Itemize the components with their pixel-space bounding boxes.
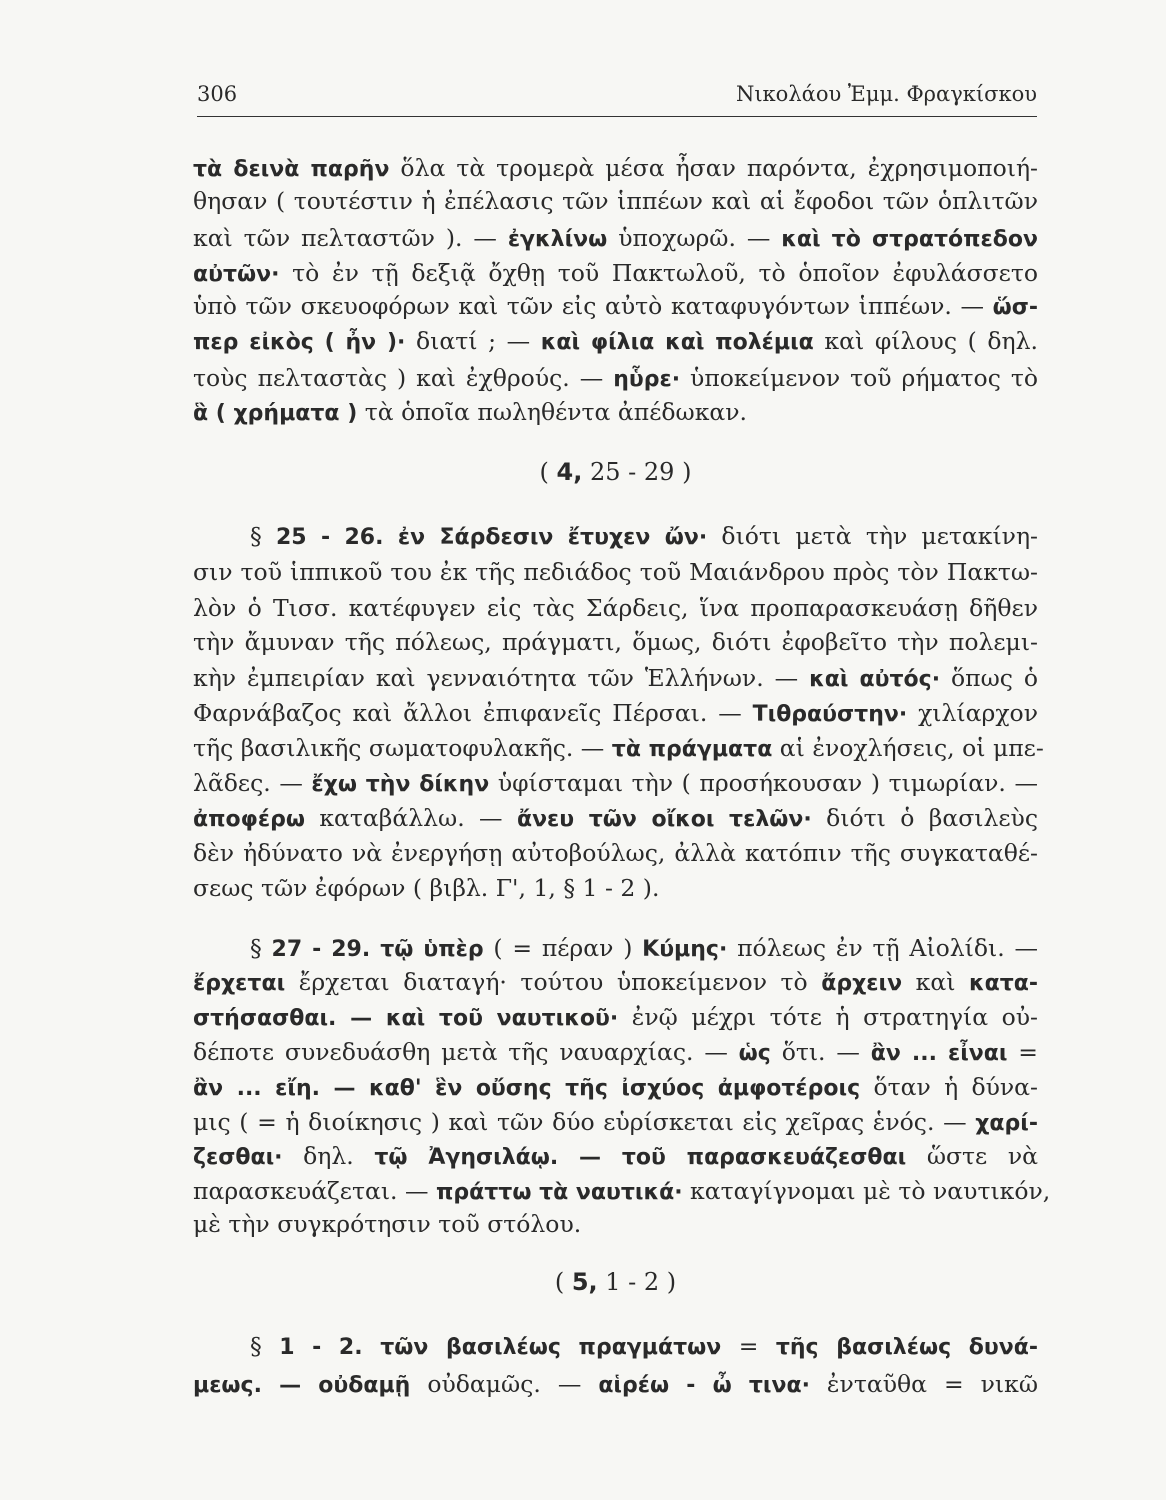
text-line: τὰ δεινὰ παρῆν ὅλα τὰ τρομερὰ μέσα ἦσαν παρόντα, ἐχρησιμοποιή- — [193, 154, 1038, 182]
text-line: καὶ τῶν πελταστῶν ). — ἐγκλίνω ὑποχωρῶ. — καὶ τὸ στρατόπεδον — [193, 224, 1038, 252]
page-header — [197, 82, 1037, 117]
text-line: δὲν ἠδύνατο νὰ ἐνεργήσῃ αὐτοβούλως, ἀλλὰ κατόπιν τῆς συγκαταθέ- — [193, 839, 1038, 867]
text-line: ἂν ... εἴη. — καθ' ἓν οὔσης τῆς ἰσχύος ἀμφοτέροις ὅταν ἡ δύνα- — [193, 1073, 1038, 1101]
text-line: ὑπὸ τῶν σκευοφόρων καὶ τῶν εἰς αὐτὸ καταφυγόντων ἱππέων. — ὥσ- — [193, 292, 1038, 320]
text-line: ἀποφέρω καταβάλλω. — ἄνευ τῶν οἴκοι τελῶν· διότι ὁ βασιλεὺς — [193, 804, 1038, 832]
text-line: ζεσθαι· δηλ. τῷ Ἀγησιλάῳ. — τοῦ παρασκευάζεσθαι ὥστε νὰ — [193, 1142, 1038, 1170]
section-heading: ( 5, 1 - 2 ) — [554, 1268, 677, 1296]
text-line: τὴν ἄμυναν τῆς πόλεως, πράγματι, ὅμως, διότι ἐφοβεῖτο τὴν πολεμι- — [193, 628, 1038, 656]
text-line: θησαν ( τουτέστιν ἡ ἐπέλασις τῶν ἱππέων καὶ αἱ ἔφοδοι τῶν ὁπλιτῶν — [193, 187, 1038, 215]
text-line: περ εἰκὸς ( ἦν )· διατί ; — καὶ φίλια καὶ πολέμια καὶ φίλους ( δηλ. — [193, 327, 1038, 355]
text-line: ἃ ( χρήματα ) τὰ ὁποῖα πωληθέντα ἀπέδωκαν. — [193, 398, 748, 426]
text-line: στήσασθαι. — καὶ τοῦ ναυτικοῦ· ἐνῷ μέχρι τότε ἡ στρατηγία οὐ- — [193, 1003, 1038, 1031]
text-line: κὴν ἐμπειρίαν καὶ γενναιότητα τῶν Ἑλλήνων. — καὶ αὐτός· ὅπως ὁ — [193, 664, 1039, 692]
text-line: Φαρνάβαζος καὶ ἄλλοι ἐπιφανεῖς Πέρσαι. — Τιθραύστην· χιλίαρχον — [193, 699, 1038, 727]
text-line: παρασκευάζεται. — πράττω τὰ ναυτικά· καταγίγνομαι μὲ τὸ ναυτικόν, — [193, 1177, 1051, 1205]
text-line: δέποτε συνεδυάσθη μετὰ τῆς ναυαρχίας. — ὡς ὅτι. — ἂν ... εἶναι = — [193, 1038, 1038, 1066]
text-line: λὸν ὁ Τισσ. κατέφυγεν εἰς τὰς Σάρδεις, ἵνα προπαρασκευάσῃ δῆθεν — [193, 594, 1038, 622]
section-heading: ( 4, 25 - 29 ) — [539, 458, 692, 486]
text-line: σιν τοῦ ἱππικοῦ του ἐκ τῆς πεδιάδος τοῦ Μαιάνδρου πρὸς τὸν Πακτω- — [193, 558, 1038, 586]
text-line: τοὺς πελταστὰς ) καὶ ἐχθρούς. — ηὗρε· ὑποκείμενον τοῦ ρήματος τὸ — [193, 364, 1038, 392]
text-line: ἔρχεται ἔρχεται διαταγή· τούτου ὑποκείμενον τὸ ἄρχειν καὶ κατα- — [193, 968, 1038, 996]
text-line: τῆς βασιλικῆς σωματοφυλακῆς. — τὰ πράγματα αἱ ἐνοχλήσεις, οἱ μπε- — [193, 734, 1044, 762]
text-line: μὲ τὴν συγκρότησιν τοῦ στόλου. — [193, 1210, 582, 1238]
text-line: λᾶδες. — ἔχω τὴν δίκην ὑφίσταμαι τὴν ( προσήκουσαν ) τιμωρίαν. — — [193, 769, 1038, 797]
text-line: § 25 - 26. ἐν Σάρδεσιν ἔτυχεν ὤν· διότι μετὰ τὴν μετακίνη- — [250, 522, 1038, 550]
text-line: μεως. — οὐδαμῇ οὐδαμῶς. — αἱρέω - ὦ τινα· ἐνταῦθα = νικῶ — [193, 1370, 1038, 1398]
running-head: Νικολάου Ἐμμ. Φραγκίσκου — [735, 82, 1037, 106]
text-line: αὐτῶν· τὸ ἐν τῇ δεξιᾷ ὄχθῃ τοῦ Πακτωλοῦ, τὸ ὁποῖον ἐφυλάσσετο — [193, 259, 1038, 287]
text-line: μις ( = ἡ διοίκησις ) καὶ τῶν δύο εὑρίσκεται εἰς χεῖρας ἑνός. — χαρί- — [193, 1108, 1038, 1136]
page-number: 306 — [197, 82, 238, 106]
text-line: § 27 - 29. τῷ ὑπὲρ ( = πέραν ) Κύμης· πόλεως ἐν τῇ Αἰολίδι. — — [250, 934, 1038, 962]
text-line: § 1 - 2. τῶν βασιλέως πραγμάτων = τῆς βασιλέως δυνά- — [250, 1332, 1038, 1360]
text-line: σεως τῶν ἐφόρων ( βιβλ. Γ', 1, § 1 - 2 ). — [193, 874, 660, 902]
